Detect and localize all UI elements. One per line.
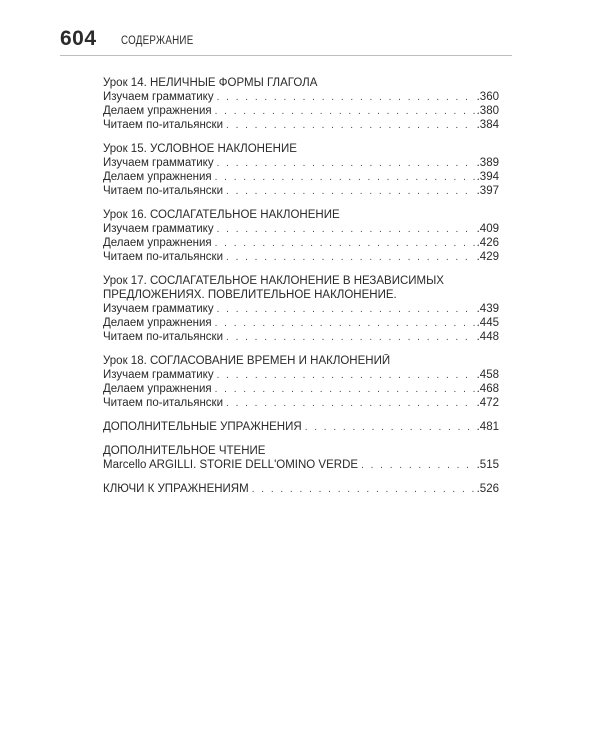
toc-entry[interactable] — [103, 156, 499, 170]
toc-heading: Урок 18. СОГЛАСОВАНИЕ ВРЕМЕН И НАКЛОНЕНИЙ — [103, 355, 391, 367]
toc-entry-page: .439 — [476, 303, 499, 315]
toc-entry-label: Изучаем грамматику — [103, 91, 214, 103]
toc-entry-page: .515 — [476, 459, 499, 471]
toc-leader-dots — [252, 483, 475, 496]
toc-entry-page: .360 — [476, 91, 499, 103]
toc-entry-label: Читаем по-итальянски — [103, 331, 224, 343]
toc-section-lesson-15 — [103, 142, 499, 198]
page-number: 604 — [60, 27, 97, 50]
toc-entry-label: Делаем упражнения — [103, 237, 212, 249]
page-header — [60, 27, 512, 56]
toc-entry-label: Читаем по-итальянски — [103, 119, 224, 131]
toc-entry-page: .448 — [476, 331, 499, 343]
toc-leader-dots — [215, 105, 475, 118]
toc-entry-label: Делаем упражнения — [103, 317, 212, 329]
toc-leader-dots — [305, 421, 475, 434]
toc-section-extra-exercises — [103, 420, 499, 434]
toc-entry-label: Изучаем грамматику — [103, 303, 214, 315]
toc-entry[interactable] — [103, 382, 499, 396]
table-of-contents — [103, 76, 499, 506]
toc-entry[interactable] — [103, 250, 499, 264]
toc-leader-dots — [217, 369, 475, 382]
toc-leader-dots — [215, 171, 475, 184]
toc-entry-label: Изучаем грамматику — [103, 369, 214, 381]
toc-entry-page: .481 — [476, 421, 499, 433]
toc-leader-dots — [215, 317, 475, 330]
toc-entry[interactable] — [103, 104, 499, 118]
toc-entry-page: .380 — [476, 105, 499, 117]
toc-entry-label: Делаем упражнения — [103, 105, 212, 117]
toc-leader-dots — [226, 185, 475, 198]
toc-leader-dots — [217, 91, 475, 104]
toc-entry-label: КЛЮЧИ К УПРАЖНЕНИЯМ — [103, 483, 249, 495]
toc-leader-dots — [226, 397, 475, 410]
toc-leader-dots — [215, 237, 475, 250]
toc-heading: Урок 16. СОСЛАГАТЕЛЬНОЕ НАКЛОНЕНИЕ — [103, 209, 340, 221]
toc-entry-label: Читаем по-итальянски — [103, 397, 224, 409]
toc-entry[interactable] — [103, 482, 499, 496]
toc-entry[interactable] — [103, 396, 499, 410]
toc-entry-page: .394 — [476, 171, 499, 183]
toc-section-lesson-17 — [103, 274, 499, 344]
toc-leader-dots — [226, 251, 475, 264]
toc-entry[interactable] — [103, 420, 499, 434]
toc-heading: Урок 14. НЕЛИЧНЫЕ ФОРМЫ ГЛАГОЛА — [103, 77, 318, 89]
toc-heading: ДОПОЛНИТЕЛЬНОЕ ЧТЕНИЕ — [103, 445, 266, 457]
toc-section-keys — [103, 482, 499, 496]
toc-entry-label: Читаем по-итальянски — [103, 185, 224, 197]
toc-entry-page: .384 — [476, 119, 499, 131]
toc-entry-page: .526 — [476, 483, 499, 495]
toc-entry[interactable] — [103, 222, 499, 236]
toc-leader-dots — [217, 223, 475, 236]
toc-entry-page: .445 — [476, 317, 499, 329]
toc-section-lesson-16 — [103, 208, 499, 264]
toc-heading: Урок 17. СОСЛАГАТЕЛЬНОЕ НАКЛОНЕНИЕ В НЕЗАВИСИМЫХ ПРЕДЛОЖЕНИЯХ. ПОВЕЛИТЕЛЬНОЕ НАКЛОНЕНИЕ. — [103, 275, 444, 301]
toc-entry-page: .397 — [476, 185, 499, 197]
toc-entry[interactable] — [103, 236, 499, 250]
toc-leader-dots — [217, 303, 475, 316]
toc-entry[interactable] — [103, 302, 499, 316]
toc-entry[interactable] — [103, 330, 499, 344]
toc-heading: Урок 15. УСЛОВНОЕ НАКЛОНЕНИЕ — [103, 143, 297, 155]
toc-entry-label: Читаем по-итальянски — [103, 251, 224, 263]
toc-entry-page: .409 — [476, 223, 499, 235]
toc-leader-dots — [226, 119, 475, 132]
toc-entry[interactable] — [103, 368, 499, 382]
toc-entry[interactable] — [103, 170, 499, 184]
toc-entry-label: Делаем упражнения — [103, 171, 212, 183]
toc-entry[interactable] — [103, 316, 499, 330]
toc-section-lesson-18 — [103, 354, 499, 410]
toc-entry-label: Изучаем грамматику — [103, 157, 214, 169]
toc-entry-page: .458 — [476, 369, 499, 381]
toc-entry-label: ДОПОЛНИТЕЛЬНЫЕ УПРАЖНЕНИЯ — [103, 421, 302, 433]
toc-leader-dots — [361, 459, 475, 472]
running-title: СОДЕРЖАНИЕ — [121, 35, 194, 47]
toc-entry[interactable] — [103, 90, 499, 104]
toc-section-lesson-14 — [103, 76, 499, 132]
toc-entry-page: .472 — [476, 397, 499, 409]
toc-entry-label: Изучаем грамматику — [103, 223, 214, 235]
toc-entry[interactable] — [103, 458, 499, 472]
toc-leader-dots — [215, 383, 475, 396]
toc-entry-label: Делаем упражнения — [103, 383, 212, 395]
toc-entry[interactable] — [103, 118, 499, 132]
toc-section-extra-reading — [103, 444, 499, 472]
toc-entry-page: .429 — [476, 251, 499, 263]
toc-entry-label: Marcello ARGILLI. STORIE DELL'OMINO VERDE — [103, 459, 359, 471]
toc-entry-page: .389 — [476, 157, 499, 169]
toc-leader-dots — [217, 157, 475, 170]
toc-entry-page: .468 — [476, 383, 499, 395]
toc-leader-dots — [226, 331, 475, 344]
toc-entry[interactable] — [103, 184, 499, 198]
toc-entry-page: .426 — [476, 237, 499, 249]
